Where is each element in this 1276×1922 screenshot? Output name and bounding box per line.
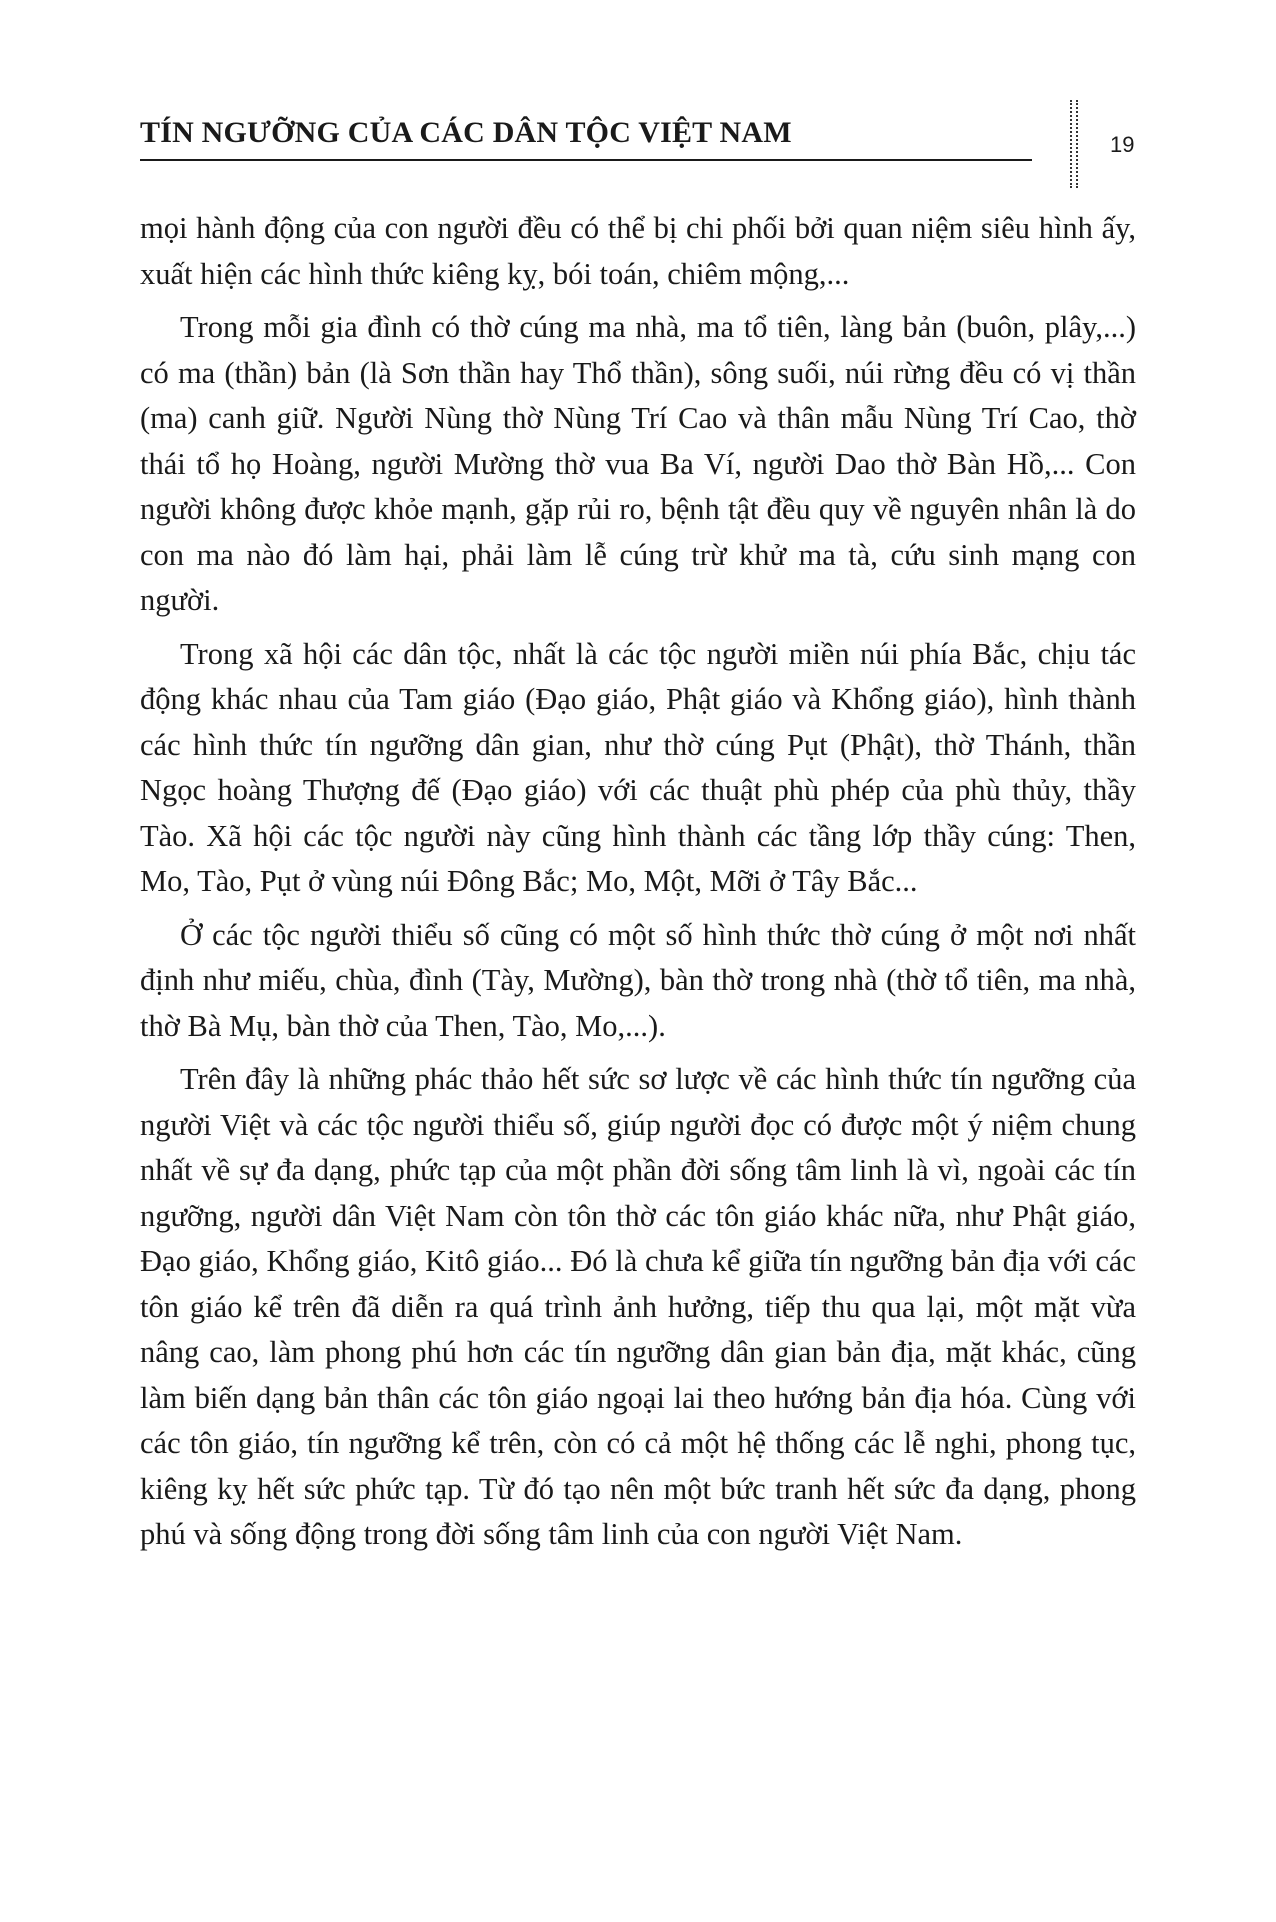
page-number: 19 xyxy=(1110,132,1135,157)
running-header xyxy=(140,116,1040,162)
paragraph: Ở các tộc người thiểu số cũng có một số hình thức thờ cúng ở một nơi nhất định như miếu, chùa, đình (Tày, Mường), bàn thờ trong nhà (thờ tổ tiên, ma nhà, thờ Bà Mụ, bàn thờ của Then, Tào, Mo,...). xyxy=(140,917,1136,1043)
paragraph: Trong xã hội các dân tộc, nhất là các tộc người miền núi phía Bắc, chịu tác động khác nhau của Tam giáo (Đạo giáo, Phật giáo và Khổng giáo), hình thành các hình thức tín ngưỡng dân gian, như thờ cúng Pụt (Phật), thờ Thánh, thần Ngọc hoàng Thượng đế (Đạo giáo) với các thuật phù phép của phù thủy, thầy Tào. Xã hội các tộc người này cũng hình thành các tầng lớp thầy cúng: Then, Mo, Tào, Pụt ở vùng núi Đông Bắc; Mo, Một, Mỡi ở Tây Bắc... xyxy=(140,636,1136,898)
paragraph: Trên đây là những phác thảo hết sức sơ lược về các hình thức tín ngưỡng của người Việt và các tộc người thiểu số, giúp người đọc có được một ý niệm chung nhất về sự đa dạng, phức tạp của một phần đời sống tâm linh là vì, ngoài các tín ngưỡng, người dân Việt Nam còn tôn thờ các tôn giáo khác nữa, như Phật giáo, Đạo giáo, Khổng giáo, Kitô giáo... Đó là chưa kể giữa tín ngưỡng bản địa với các tôn giáo kể trên đã diễn ra quá trình ảnh hưởng, tiếp thu qua lại, một mặt vừa nâng cao, làm phong phú hơn các tín ngưỡng dân gian bản địa, mặt khác, cũng làm biến dạng bản thân các tôn giáo ngoại lai theo hướng bản địa hóa. Cùng với các tôn giáo, tín ngưỡng kể trên, còn có cả một hệ thống các lễ nghi, phong tục, kiêng kỵ hết sức phức tạp. Từ đó tạo nên một bức tranh hết sức đa dạng, phong phú và sống động trong đời sống tâm linh của con người Việt Nam. xyxy=(140,1062,1136,1551)
paragraph: Trong mỗi gia đình có thờ cúng ma nhà, ma tổ tiên, làng bản (buôn, plây,...) có ma (thần) bản (là Sơn thần hay Thổ thần), sông suối, núi rừng đều có vị thần (ma) canh giữ. Người Nùng thờ Nùng Trí Cao và thân mẫu Nùng Trí Cao, thờ thái tổ họ Hoàng, người Mường thờ vua Ba Ví, người Dao thờ Bàn Hồ,... Con người không được khỏe mạnh, gặp rủi ro, bệnh tật đều quy về nguyên nhân là do con ma nào đó làm hại, phải làm lễ cúng trừ khử ma tà, cứu sinh mạng con người. xyxy=(140,310,1136,617)
body-text xyxy=(140,206,1136,1566)
header-rule xyxy=(140,159,1032,161)
paragraph-continuation: mọi hành động của con người đều có thể bị chi phối bởi quan niệm siêu hình ấy, xuất hiện các hình thức kiêng kỵ, bói toán, chiêm mộng,... xyxy=(140,211,1136,291)
header-divider xyxy=(1070,100,1078,188)
running-header-title: TÍN NGƯỠNG CỦA CÁC DÂN TỘC VIỆT NAM xyxy=(140,116,792,149)
